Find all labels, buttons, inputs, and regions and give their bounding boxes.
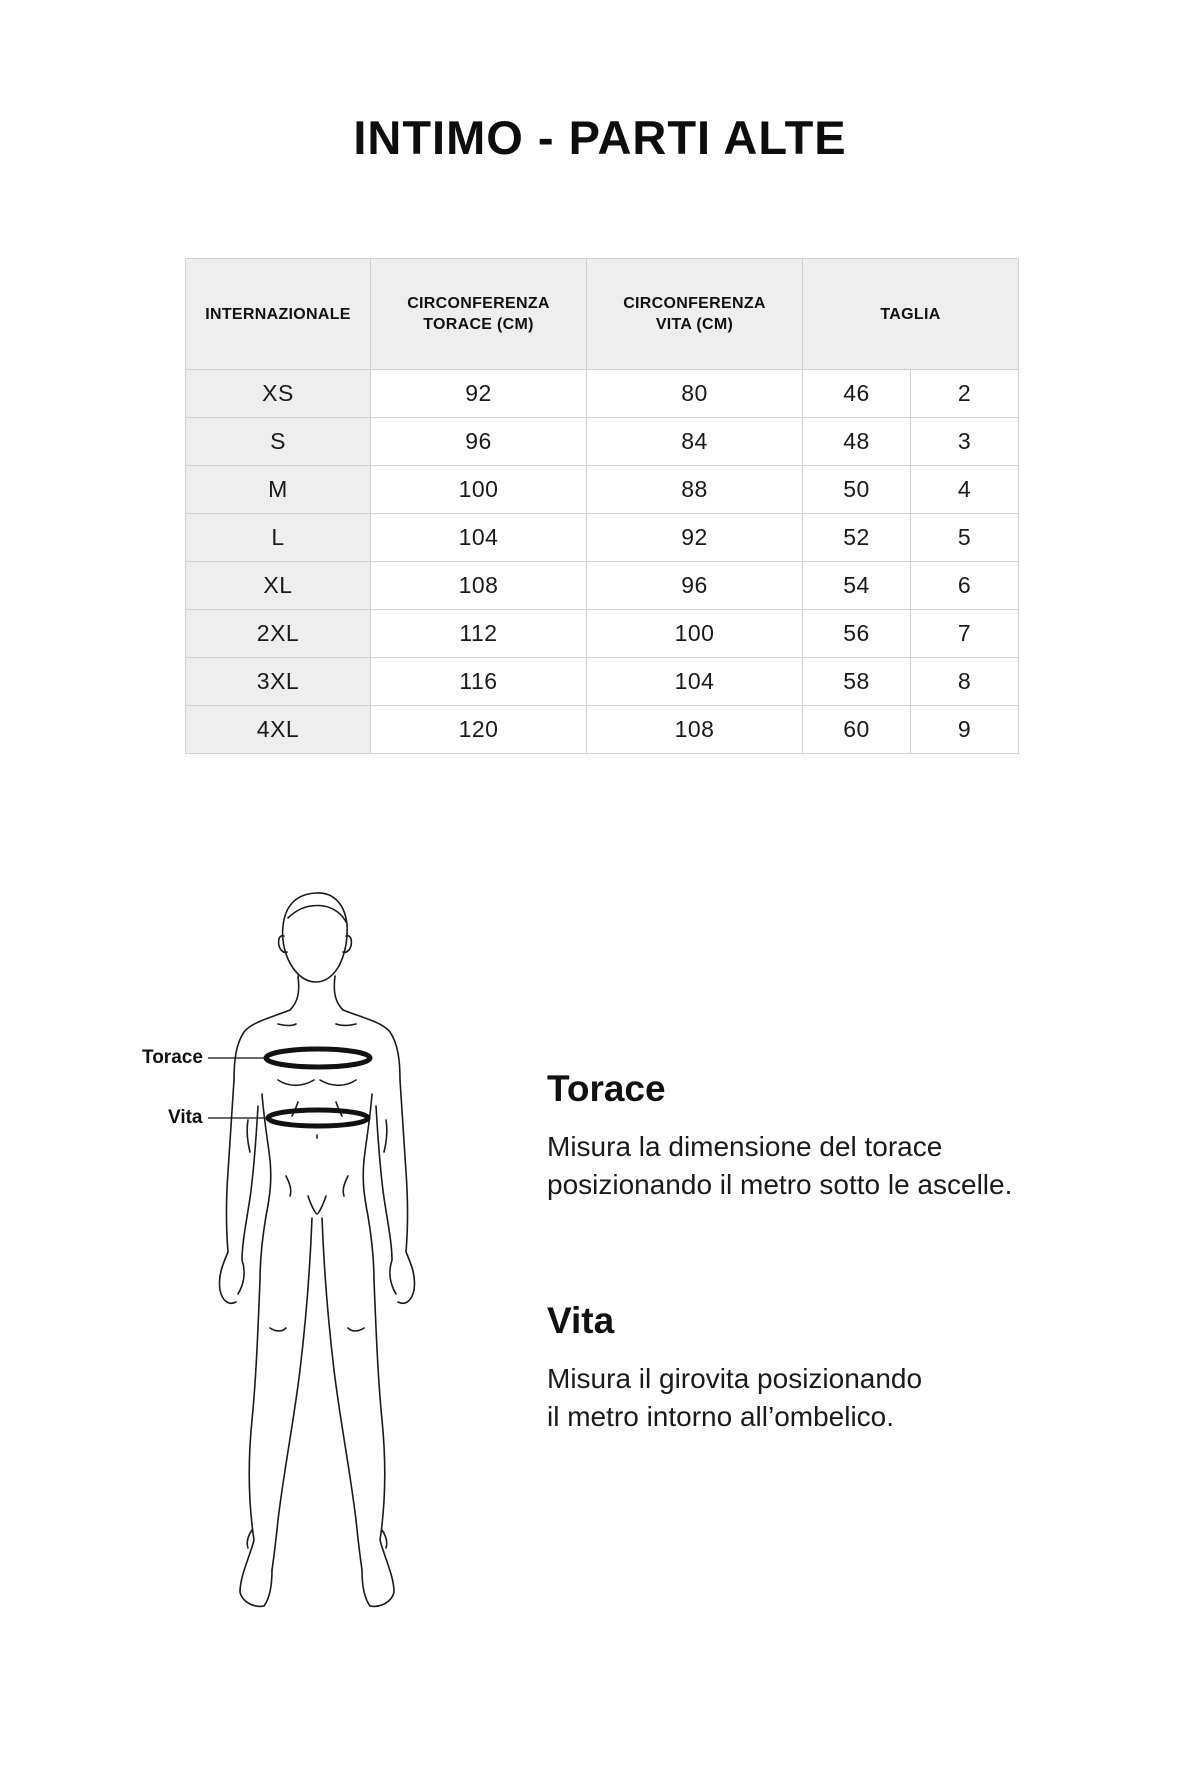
header-waist (587, 259, 803, 370)
chest-info-title: Torace (547, 1068, 666, 1109)
page-title: INTIMO - PARTI ALTE (353, 111, 847, 164)
waist-info-title: Vita (547, 1300, 615, 1341)
chest-info (547, 1068, 1107, 1204)
cell-waist: 88 (587, 466, 803, 514)
cell-size-num: 6 (911, 562, 1019, 610)
figure-label-chest: Torace (142, 1047, 203, 1068)
body-outline-illustration (130, 880, 490, 1640)
cell-size-num: 5 (911, 514, 1019, 562)
chest-info-line-1: Misura la dimensione del torace (547, 1131, 943, 1162)
table-row (186, 466, 1019, 514)
cell-size-it: 52 (803, 514, 911, 562)
cell-size-num: 2 (911, 370, 1019, 418)
header-size: TAGLIA (803, 259, 1019, 370)
cell-chest: 96 (371, 418, 587, 466)
cell-size-it: 54 (803, 562, 911, 610)
cell-size-it: 60 (803, 706, 911, 754)
cell-chest: 108 (371, 562, 587, 610)
cell-international: 4XL (186, 706, 371, 754)
figure-label-waist: Vita (168, 1107, 203, 1128)
cell-chest: 92 (371, 370, 587, 418)
cell-international: 2XL (186, 610, 371, 658)
chest-info-line-2: posizionando il metro sotto le ascelle. (547, 1169, 1013, 1200)
cell-size-num: 7 (911, 610, 1019, 658)
cell-waist: 100 (587, 610, 803, 658)
table-row (186, 418, 1019, 466)
table-header-row (186, 259, 1019, 370)
chest-info-text (547, 1128, 1107, 1204)
cell-international: S (186, 418, 371, 466)
table-row (186, 658, 1019, 706)
cell-size-it: 46 (803, 370, 911, 418)
cell-chest: 116 (371, 658, 587, 706)
cell-waist: 108 (587, 706, 803, 754)
cell-size-it: 50 (803, 466, 911, 514)
waist-info (547, 1300, 1107, 1436)
cell-waist: 96 (587, 562, 803, 610)
table-row (186, 514, 1019, 562)
cell-size-it: 58 (803, 658, 911, 706)
cell-waist: 84 (587, 418, 803, 466)
table-row (186, 706, 1019, 754)
cell-chest: 112 (371, 610, 587, 658)
cell-international: XS (186, 370, 371, 418)
table-body (186, 370, 1019, 754)
cell-international: M (186, 466, 371, 514)
cell-chest: 120 (371, 706, 587, 754)
table-row (186, 562, 1019, 610)
cell-size-num: 4 (911, 466, 1019, 514)
header-international: INTERNAZIONALE (186, 259, 371, 370)
header-chest-line-2: TORACE (CM) (423, 316, 534, 333)
cell-size-num: 8 (911, 658, 1019, 706)
header-chest (371, 259, 587, 370)
cell-chest: 100 (371, 466, 587, 514)
header-waist-line-2: VITA (CM) (655, 316, 734, 333)
cell-waist: 92 (587, 514, 803, 562)
table-row (186, 370, 1019, 418)
waist-info-text (547, 1360, 1107, 1436)
cell-international: L (186, 514, 371, 562)
cell-size-it: 56 (803, 610, 911, 658)
body-figure (130, 880, 490, 1640)
waist-info-line-1: Misura il girovita posizionando (547, 1363, 923, 1394)
header-waist-line-1: CIRCONFERENZA (623, 295, 766, 312)
cell-waist: 80 (587, 370, 803, 418)
header-chest-line-1: CIRCONFERENZA (407, 295, 550, 312)
cell-size-num: 3 (911, 418, 1019, 466)
table-row (186, 610, 1019, 658)
cell-international: 3XL (186, 658, 371, 706)
cell-chest: 104 (371, 514, 587, 562)
waist-info-line-2: il metro intorno all’ombelico. (547, 1401, 895, 1432)
size-table (185, 258, 1019, 754)
cell-size-num: 9 (911, 706, 1019, 754)
cell-waist: 104 (587, 658, 803, 706)
cell-international: XL (186, 562, 371, 610)
cell-size-it: 48 (803, 418, 911, 466)
